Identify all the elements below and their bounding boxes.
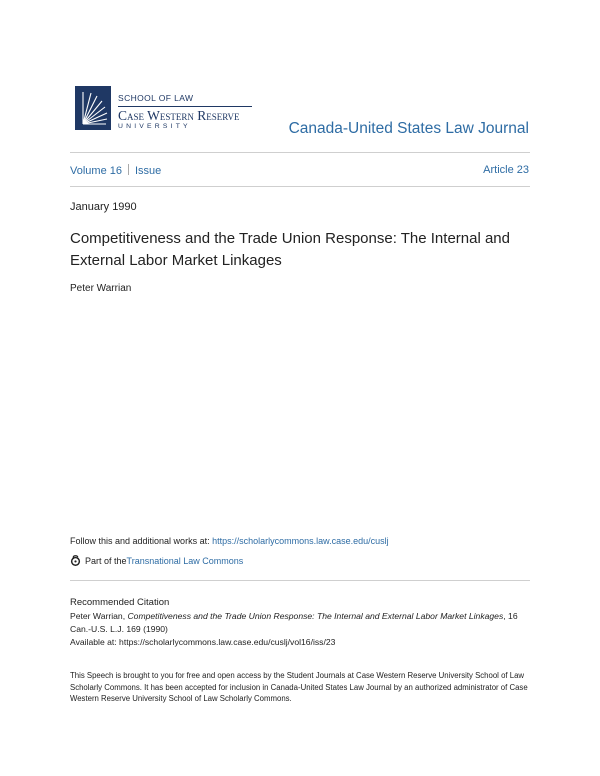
- citation-author: Peter Warrian,: [70, 611, 128, 621]
- transnational-law-commons-link[interactable]: Transnational Law Commons: [126, 555, 244, 566]
- top-divider: [70, 152, 530, 153]
- article-number-link[interactable]: Article 23: [483, 164, 529, 176]
- access-notice: This Speech is brought to you for free and open access by the Student Journals at Case Western Reserve University School of Law Scholarly Commons. It has been accepted for inclusion in Canada-United States Law Journal by an authorized administrator of Case Western Reserve University School of Law Scholarly Commons.: [70, 671, 528, 703]
- follow-url-link[interactable]: https://scholarlycommons.law.case.edu/cuslj: [212, 536, 389, 546]
- logo-divider: [118, 106, 252, 107]
- citation-reference: , 16 Can.-U.S. L.J. 169 (1990): [70, 611, 518, 634]
- logo-university-label: UNIVERSITY: [118, 123, 191, 130]
- issue-link[interactable]: Issue: [134, 165, 162, 177]
- meta-divider: [70, 186, 530, 187]
- volume-link[interactable]: Volume 16: [70, 165, 122, 177]
- article-title: Competitiveness and the Trade Union Response: The Internal and External Labor Market Linkages: [70, 230, 510, 269]
- follow-line: [70, 536, 389, 546]
- logo-emblem-icon: [75, 86, 111, 130]
- citation-available: Available at: https://scholarlycommons.law.case.edu/cuslj/vol16/iss/23: [70, 637, 336, 647]
- follow-prefix: Follow this and additional works at:: [70, 536, 213, 546]
- logo-school-text: SCHOOL OF LAW: [118, 93, 194, 103]
- school-logo: [75, 86, 255, 134]
- publication-date: January 1990: [70, 201, 137, 213]
- volume-issue: [70, 164, 161, 177]
- journal-title-link[interactable]: Canada-United States Law Journal: [288, 120, 529, 137]
- author-name: Peter Warrian: [70, 283, 132, 294]
- meta-separator: [128, 164, 129, 175]
- logo-university-name: Case Western Reserve: [118, 108, 240, 123]
- citation-text: [70, 610, 540, 649]
- citation-divider: [70, 580, 530, 581]
- part-of-line: [70, 555, 243, 566]
- recommended-citation-heading: Recommended Citation: [70, 597, 170, 608]
- open-access-icon: [70, 555, 81, 566]
- part-of-prefix: Part of the: [85, 555, 127, 566]
- citation-title: Competitiveness and the Trade Union Response: The Internal and External Labor Market Linkages: [127, 611, 504, 621]
